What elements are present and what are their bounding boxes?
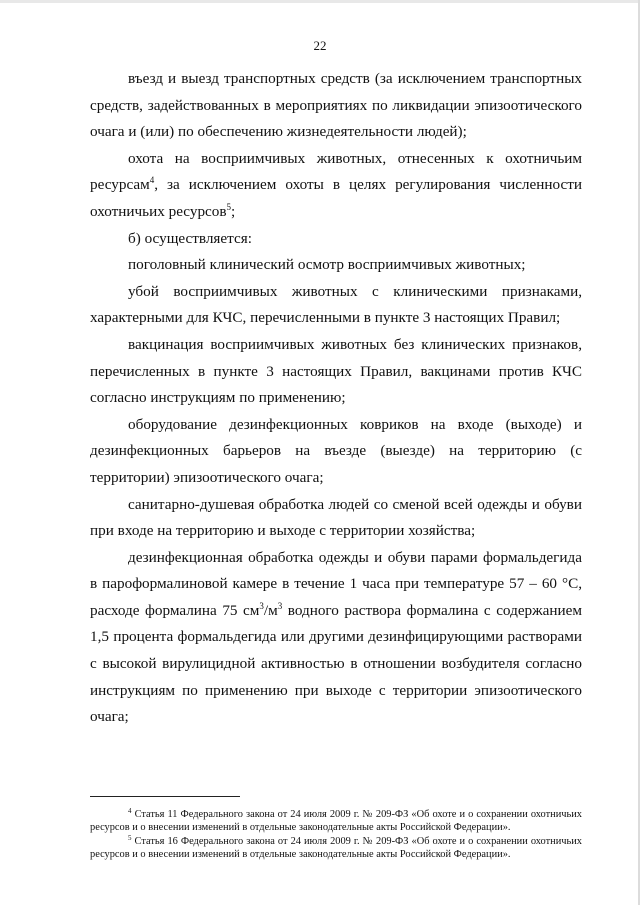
footnote-mark: 5 bbox=[128, 833, 132, 842]
paragraph-formaldehyde-treatment: дезинфекционная обработка одежды и обуви парами формальдегида в пароформалиновой камере в течение 1 часа при температуре 57 – 60 °C, расходе формалина 75 $см^3/м^3$ водного раствора формалина с содержанием 1,5 процента формальдегида или другими дезинфицирующими растворами с высокой вирулицидной активностью в отношении возбудителя согласно инструкциям по применению при выходе с территории эпизоотического очага; bbox=[90, 548, 582, 726]
superscript: 3 bbox=[259, 600, 264, 611]
footnotes bbox=[90, 808, 582, 862]
paragraph-clinical-exam: поголовный клинический осмотр восприимчивых животных; bbox=[128, 256, 526, 274]
page-number: 22 bbox=[313, 38, 327, 53]
footnote-separator bbox=[90, 796, 240, 797]
footnote-5: $^5$ Статья 16 Федерального закона от 24 июля 2009 г. № 209-ФЗ «Об охоте и о сохранении охотничьих ресурсов и о внесении изменений в отдельные законодательные акты Российской Федерации». bbox=[90, 833, 582, 861]
paragraph-disinfection-mats: оборудование дезинфекционных ковриков на входе (выходе) и дезинфекционных барьеров на въезде (выезде) на территорию (с территории) эпизоотического очага; bbox=[90, 415, 582, 486]
paragraph-vaccination: вакцинация восприимчивых животных без клинических признаков, перечисленных в пункте 3 настоящих Правил, вакцинами против КЧС согласно инструкциям по применению; bbox=[90, 335, 582, 407]
footnote-4: $^4$ Статья 11 Федерального закона от 24 июля 2009 г. № 209-ФЗ «Об охоте и о сохранении охотничьих ресурсов и о внесении изменений в отдельные законодательные акты Российской Федерации». bbox=[90, 807, 582, 834]
superscript: 3 bbox=[277, 600, 283, 611]
scan-top-edge bbox=[0, 0, 640, 3]
footnote-mark: 4 bbox=[128, 807, 132, 815]
footnote-ref: 5 bbox=[226, 201, 232, 212]
paragraph-section-b: б) осуществляется: bbox=[128, 229, 252, 247]
paragraph-hunting: охота на восприимчивых животных, отнесенных к охотничьим ресурсам$^4$, за исключением охоты в целях регулирования численности охотничьих ресурсов$^5$; bbox=[90, 149, 582, 220]
paragraph-sanitary-shower: санитарно-душевая обработка людей со сменой всей одежды и обуви при входе на территорию и выходе с территории хозяйства; bbox=[90, 495, 582, 540]
paragraph-vehicle-entry: въезд и выезд транспортных средств (за исключением транспортных средств, задействованных в мероприятиях по ликвидации эпизоотического очага и (или) по обеспечению жизнедеятельности людей); bbox=[90, 70, 582, 141]
body-text bbox=[90, 66, 582, 731]
footnote-ref: 4 bbox=[149, 175, 155, 186]
paragraph-slaughter: убой восприимчивых животных с клиническими признаками, характерными для КЧС, перечисленными в пункте 3 настоящих Правил; bbox=[90, 282, 582, 327]
